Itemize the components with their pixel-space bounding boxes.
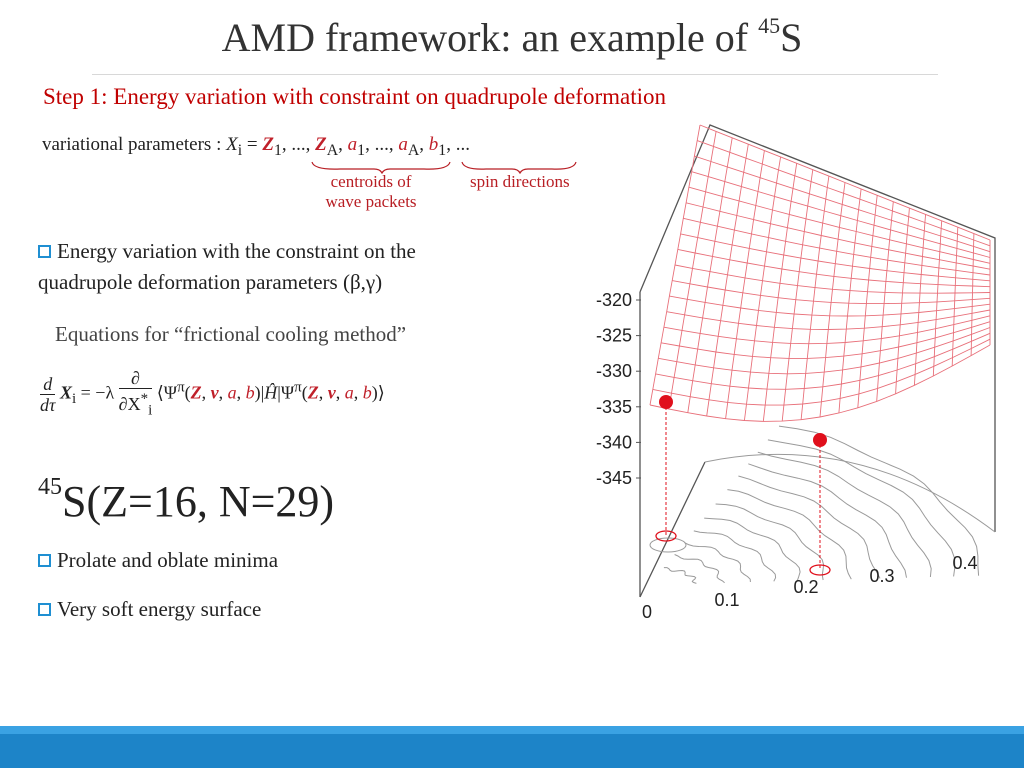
beta-axis	[642, 553, 978, 622]
bullet-soft-surface: Very soft energy surface	[38, 597, 261, 622]
surface-gridline	[896, 208, 910, 394]
beta-tick-label: 0.2	[793, 577, 819, 597]
surface-gridline	[726, 151, 765, 419]
energy-tick-label: -320	[595, 290, 632, 310]
contour-line	[768, 440, 955, 577]
surface-gridline	[763, 163, 796, 421]
energy-tick-label: -345	[595, 468, 632, 488]
surface-gridline	[688, 138, 732, 413]
bullet-square-icon	[38, 603, 51, 616]
energy-tick-label: -340	[595, 432, 632, 453]
surface-gridline	[656, 333, 990, 389]
frictional-cooling-equation: $\frac{d}{d\tau}$ $X_i = -\lambda$ ∂ $\partial X^*_i$ $⟨\Psi^\pi(Z$, ν, a, $b)|Ĥ|\Psi^\pi(Z$, ν, a, b)⟩	[40, 368, 385, 419]
energy-axis	[596, 290, 641, 488]
bullet-square-icon	[38, 554, 51, 567]
surface-gridline	[697, 141, 990, 246]
energy-tick-label: -330	[595, 361, 632, 382]
minima-markers	[656, 395, 830, 575]
step-heading: Step 1: Energy variation with constraint on quadrupole deformation	[43, 84, 666, 109]
contour-boundary	[705, 454, 995, 532]
surface-gridline	[650, 345, 990, 421]
equation-caption: Equations for “frictional cooling method”	[55, 322, 407, 346]
contour-line	[727, 490, 851, 580]
footer-bar-light	[0, 726, 1024, 734]
annotation-spin: spin directions	[470, 172, 570, 191]
surface-gridline	[839, 189, 861, 413]
isotope-heading: $^{45}$S(Z=16, N=29)	[38, 474, 335, 526]
surface-gridline	[782, 170, 813, 421]
contour-line	[664, 568, 697, 584]
beta-tick-label: 0.1	[714, 590, 740, 610]
beta-tick-label: 0.4	[952, 553, 978, 573]
energy-tick-label: -325	[595, 325, 632, 346]
energy-surface-plot	[570, 118, 1010, 628]
bullet-square-icon	[38, 245, 51, 258]
bullet-energy-variation: Energy variation with the constraint on the quadrupole deformation parameters (β,γ)	[38, 239, 416, 294]
bullet-prolate-oblate: Prolate and oblate minima	[38, 548, 278, 573]
plot-frame-back	[640, 125, 995, 532]
surface-gridline	[914, 214, 925, 385]
variational-parameters: variational parameters : $X_i = Z_1$, ..., $Z_A$, $a_1$, ..., $a_A$, $b_1$, ...	[42, 134, 470, 159]
surface-gridline	[681, 234, 990, 281]
surface-gridline	[707, 144, 749, 416]
annotation-centroids: centroids of wave packets	[325, 172, 417, 211]
contour-line	[675, 555, 725, 583]
footer-bar-dark	[0, 734, 1024, 768]
energy-tick-label: -335	[595, 396, 632, 417]
contour-line	[748, 464, 906, 578]
minimum-point-prolate	[659, 395, 673, 409]
surface-mesh	[650, 125, 990, 421]
variational-label: variational parameters :	[42, 134, 227, 155]
surface-gridline	[971, 234, 974, 356]
contour-plot	[650, 426, 995, 583]
contour-line	[758, 452, 931, 577]
surface-gridline	[858, 195, 877, 407]
minimum-point-oblate	[813, 433, 827, 447]
surface-gridline	[675, 265, 990, 293]
contour-line	[694, 531, 776, 581]
title-divider	[92, 74, 938, 75]
surface-gridline	[700, 125, 990, 240]
contour-line	[738, 476, 880, 578]
surface-gridline	[801, 176, 829, 420]
slide-title: AMD framework: an example of $^{45}$S	[221, 12, 803, 60]
beta-tick-label: 0	[641, 602, 653, 622]
beta-tick-label: 0.3	[869, 566, 895, 586]
